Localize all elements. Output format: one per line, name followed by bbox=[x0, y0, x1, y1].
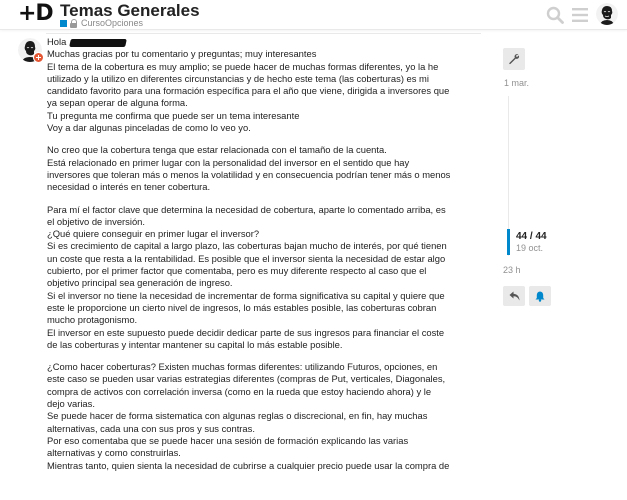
post-paragraph bbox=[47, 361, 487, 472]
search-icon[interactable] bbox=[546, 6, 564, 24]
greeting-paragraph bbox=[47, 36, 487, 134]
post-line: este le proporcione un cierto nivel de ingresos, lo más estables posible, las coberturas cobran bbox=[47, 301, 437, 313]
post-line: ¿Qué quiere conseguir en primer lugar el inversor? bbox=[47, 228, 260, 240]
post-line: mucho protagonismo. bbox=[47, 314, 138, 326]
post-line: Si es crecimiento de capital a largo plazo, las coberturas bajan mucho de interés, por qué tienen bbox=[47, 240, 447, 252]
post-line: necesidad o interés en tener cobertura. bbox=[47, 181, 211, 193]
post-line: Por eso comentaba que se puede hacer una sesión de formación explicando las varias bbox=[47, 434, 409, 446]
post-line: Mientras tanto, quien sienta la necesidad de cubrirse a cualquier precio puede usar la compra de bbox=[47, 459, 450, 471]
post-divider bbox=[46, 33, 481, 34]
post-line: Tu pregunta me confirma que puede ser un tema interesante bbox=[47, 109, 300, 121]
post-line: ¿Como hacer coberturas? Existen muchas formas diferentes: utilizando Futuros, opciones, en bbox=[47, 361, 438, 373]
moderator-badge-icon bbox=[33, 52, 44, 63]
post-line: dejo varias. bbox=[47, 398, 95, 410]
category-color-badge bbox=[60, 20, 67, 27]
hamburger-menu-icon[interactable] bbox=[572, 8, 588, 22]
greeting: Hola bbox=[47, 36, 67, 47]
post-line: Muchas gracias por tu comentario y preguntas; muy interesantes bbox=[47, 48, 317, 60]
post-line: el objetivo de inversión. bbox=[47, 215, 145, 227]
bell-icon bbox=[535, 291, 545, 302]
timeline-start-date[interactable]: 1 mar. bbox=[504, 78, 530, 88]
site-header bbox=[0, 0, 627, 30]
post-line: objetivo principal sea generación de ingreso. bbox=[47, 277, 233, 289]
post-line: ya sepan operar de alguna forma. bbox=[47, 97, 188, 109]
post-line: compra de activos con correlación inversa (como en la rueda que estoy haciendo ahora) y le bbox=[47, 385, 432, 397]
post-line: cubierto, por el primer factor que comentaba, pero es muy diferente respecto al caso que el bbox=[47, 265, 427, 277]
reply-button[interactable] bbox=[503, 286, 525, 306]
site-logo[interactable]: +D bbox=[18, 1, 53, 26]
topic-title[interactable]: Temas Generales bbox=[60, 1, 200, 20]
post-line: Voy a dar algunas pinceladas de como lo veo yo. bbox=[47, 122, 251, 134]
redacted-name bbox=[69, 39, 127, 47]
timeline-current-date: 19 oct. bbox=[516, 243, 544, 253]
post-line: inversores que toleran más o menos la volatilidad y en consecuencia podrían tener más o menos bbox=[47, 168, 451, 180]
post-line: un coste que resta a la rentabilidad. Es posible que el inversor sienta la necesidad de estar algo bbox=[47, 252, 446, 264]
post-line: Si el inversor no tiene la necesidad de incrementar de forma significativa su capital y quiere que bbox=[47, 289, 445, 301]
post-paragraph bbox=[47, 144, 487, 193]
post-paragraph bbox=[47, 204, 487, 352]
post-line: El inversor en este supuesto puede decidir dedicar parte de sus ingresos para financiar el coste bbox=[47, 326, 445, 338]
wrench-icon bbox=[508, 53, 520, 65]
post-line: alternativas y como construirlas. bbox=[47, 447, 181, 459]
timeline-post-count: 44 / 44 bbox=[516, 231, 547, 242]
post-line: Está relacionado en primer lugar con la personalidad del inversor en el sentido que hay bbox=[47, 156, 410, 168]
post-line: Se puede hacer de forma sistematica con algunas reglas o discrecional, en fin, hay muchas bbox=[47, 410, 428, 422]
post-line: de las coberturas y intentar mantener su capital lo más estable posible. bbox=[47, 338, 343, 350]
post-line: candidato favorito para una formación específica para el año que viene, dirigida a inversores que bbox=[47, 85, 450, 97]
lock-icon bbox=[70, 19, 78, 28]
admin-wrench-button[interactable] bbox=[503, 48, 525, 70]
timeline-end-date[interactable]: 23 h bbox=[503, 265, 521, 275]
post-line: utilizado y la utilizo en diferentes circunstancias y de hecho este tema (las coberturas) es mi bbox=[47, 72, 429, 84]
post-body bbox=[47, 36, 487, 482]
post-line: este caso se pueden usar varias estrategias diferentes (compras de Put, verticales, Diagonales, bbox=[47, 373, 446, 385]
post-line: Para mí el factor clave que determina la necesidad de cobertura, aparte lo comentado arriba, es bbox=[47, 203, 446, 215]
category-name[interactable]: CursoOpciones bbox=[81, 18, 144, 28]
user-avatar[interactable] bbox=[596, 3, 618, 25]
post-line: No creo que la cobertura tenga que estar relacionada con el tamaño de la cuenta. bbox=[47, 144, 387, 156]
reply-icon bbox=[509, 291, 520, 301]
timeline-handle[interactable] bbox=[507, 229, 510, 255]
post-line: El tema de la cobertura es muy amplio; se puede hacer de muchas formas diferentes, yo la he bbox=[47, 60, 439, 72]
post-line: alternativas, cada una con sus pros y sus contras. bbox=[47, 422, 255, 434]
breadcrumb[interactable] bbox=[60, 18, 143, 28]
notification-bell-button[interactable] bbox=[529, 286, 551, 306]
